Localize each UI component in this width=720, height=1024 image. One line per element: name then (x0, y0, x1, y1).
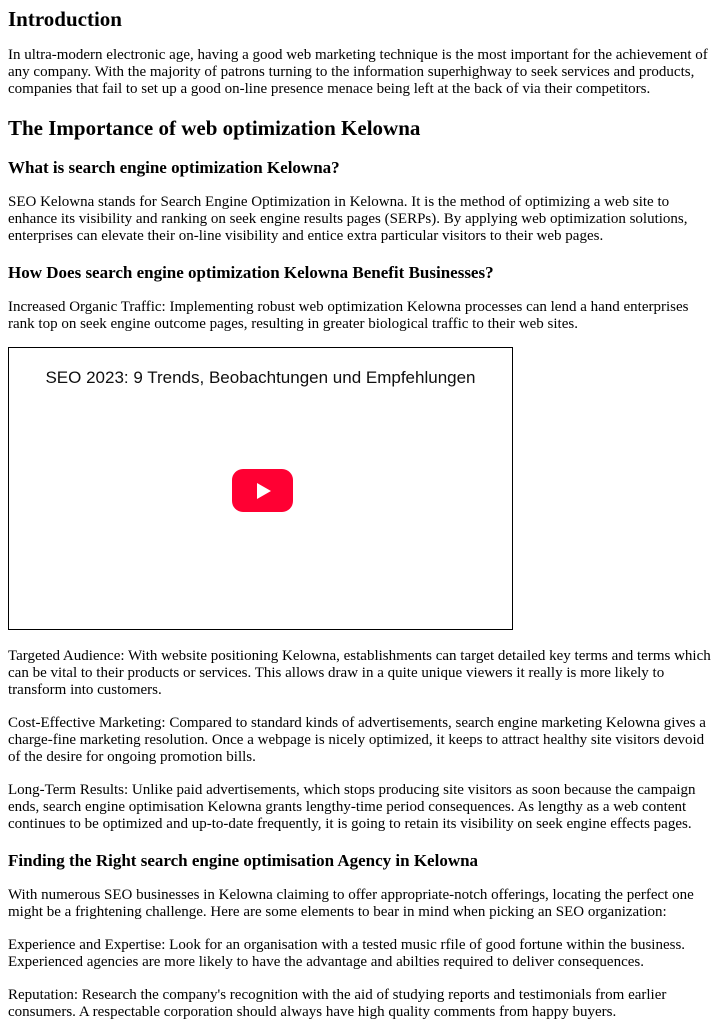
how-heading: How Does search engine optimization Kelowna Benefit Businesses? (8, 263, 494, 282)
intro-heading: Introduction (8, 7, 122, 31)
organic-traffic-paragraph: Increased Organic Traffic: Implementing robust web optimization Kelowna processes can lend a hand enterprises rank top on seek engine outcome pages, resulting in greater biological traffic to their web sites. (8, 299, 689, 332)
video-title: SEO 2023: 9 Trends, Beobachtungen und Empfehlungen (45, 368, 476, 387)
youtube-play-icon[interactable] (232, 469, 293, 512)
what-paragraph: SEO Kelowna stands for Search Engine Optimization in Kelowna. It is the method of optimizing a web site to enhance its visibility and ranking on seek engine results pages (SERPs). By applying web optimization solutions, enterprises can elevate their on-line visibility and entice extra particular visitors to their web pages. (8, 194, 688, 244)
targeted-audience-paragraph: Targeted Audience: With website positioning Kelowna, establishments can target detailed key terms and terms which can be vital to their products or services. This allows draw in a quite unique viewers it really is more likely to transform into customers. (8, 648, 711, 698)
cost-effective-paragraph: Cost-Effective Marketing: Compared to standard kinds of advertisements, search engine marketing Kelowna gives a charge-fine marketing resolution. Once a webpage is nicely optimized, it keeps to attract healthy site visitors devoid of the desire for ongoing promotion bills. (8, 715, 706, 765)
main-heading: The Importance of web optimization Kelowna (8, 116, 421, 140)
article (0, 7, 720, 1021)
play-triangle-icon (257, 483, 271, 499)
experience-paragraph: Experience and Expertise: Look for an organisation with a tested music rfile of good fortune within the business. Experienced agencies are more likely to have the advantage and abilties required to deliver consequences. (8, 937, 686, 970)
video-embed[interactable] (8, 347, 513, 630)
intro-paragraph: In ultra-modern electronic age, having a good web marketing technique is the most important for the achievement of any company. With the majority of patrons turning to the information superhighway to seek services and products, companies that fail to set up a good on-line presence menace being left at the back of via their competitors. (8, 47, 708, 97)
finding-paragraph: With numerous SEO businesses in Kelowna claiming to offer appropriate-notch offerings, locating the perfect one might be a frightening challenge. Here are some elements to bear in mind when picking an SEO organization: (8, 887, 694, 920)
long-term-paragraph: Long-Term Results: Unlike paid advertisements, which stops producing site visitors as soon because the campaign ends, search engine optimisation Kelowna grants lengthy-time period consequences. As lengthy as a web content continues to be optimized and up-to-date frequently, it is going to retain its visibility on seek engine effects pages. (8, 782, 696, 832)
finding-heading: Finding the Right search engine optimisation Agency in Kelowna (8, 851, 479, 870)
reputation-paragraph: Reputation: Research the company's recognition with the aid of studying reports and testimonials from earlier consumers. A respectable corporation should always have high quality comments from happy buyers. (8, 987, 667, 1020)
what-heading: What is search engine optimization Kelowna? (8, 158, 340, 177)
